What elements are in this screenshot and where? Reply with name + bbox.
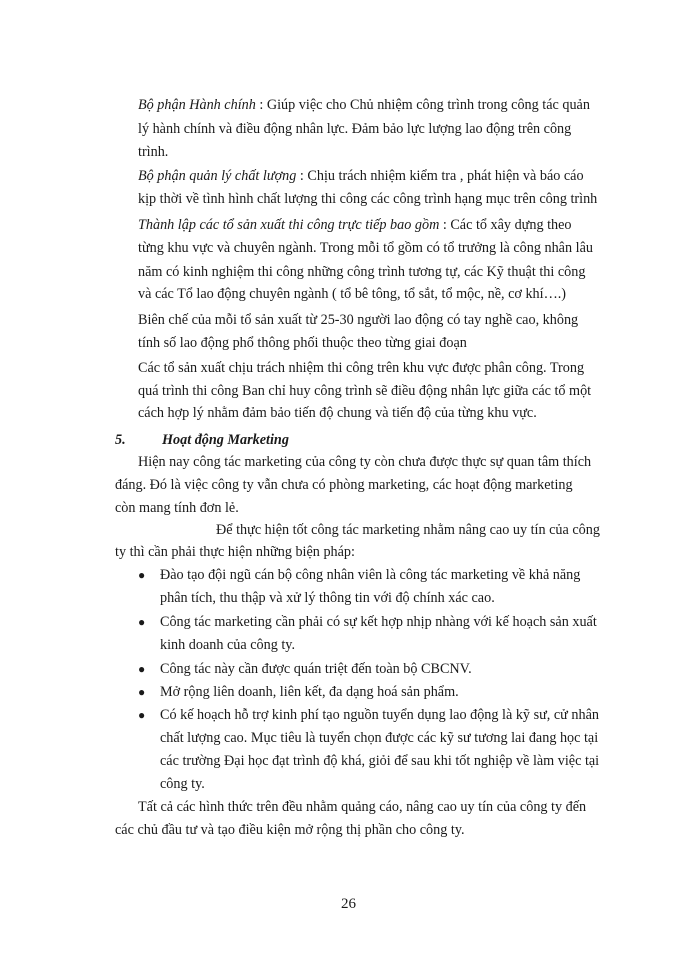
bullet-icon: ● xyxy=(138,685,146,699)
section-number: 5. xyxy=(115,432,126,448)
list-item-line: phân tích, thu thập và xử lý thông tin với độ chính xác cao. xyxy=(160,590,495,606)
paragraph-line: năm có kinh nghiệm thi công những công trình tương tự, các Kỹ thuật thi công xyxy=(138,264,586,280)
paragraph-line: Các tổ sản xuất chịu trách nhiệm thi công trên khu vực được phân công. Trong xyxy=(138,360,585,376)
term-label: Bộ phận Hành chính xyxy=(138,97,256,113)
term-label: Thành lập các tổ sản xuất thi công trực tiếp bao gồm xyxy=(138,217,440,233)
bullet-icon: ● xyxy=(138,615,146,629)
list-item-line: công ty. xyxy=(160,776,205,792)
paragraph-line: ty thì cần phải thực hiện những biện pháp: xyxy=(115,544,355,560)
paragraph-text: : Giúp việc cho Chủ nhiệm công trình trong công tác quản xyxy=(255,97,590,113)
paragraph-line: đáng. Đó là việc công ty vẫn chưa có phòng marketing, các hoạt động marketing xyxy=(115,477,573,493)
list-item-line: Công tác này cần được quán triệt đến toàn bộ CBCNV. xyxy=(160,661,472,677)
bullet-icon: ● xyxy=(138,708,146,722)
section-title: Hoạt động Marketing xyxy=(162,432,289,448)
term-label: Bộ phận quản lý chất lượng xyxy=(138,168,297,184)
paragraph-line: Để thực hiện tốt công tác marketing nhằm nâng cao uy tín của công xyxy=(216,522,600,538)
paragraph-line: trình. xyxy=(138,144,169,160)
paragraph-line: kịp thời về tình hình chất lượng thi công các công trình hạng mục trên công trình xyxy=(138,191,598,207)
paragraph-text: : Các tổ xây dựng theo xyxy=(439,217,572,233)
paragraph-hanh-chinh-line xyxy=(138,95,590,115)
paragraph-chat-luong-line xyxy=(138,166,584,186)
bullet-icon: ● xyxy=(138,568,146,582)
list-item-line: các trường Đại học đạt trình độ khá, giỏi để sau khi tốt nghiệp về làm việc tại xyxy=(160,753,600,769)
paragraph-line: lý hành chính và điều động nhân lực. Đảm bảo lực lượng lao động trên công xyxy=(138,121,572,137)
list-item-line: Đào tạo đội ngũ cán bộ công nhân viên là công tác marketing về khả năng xyxy=(160,567,581,583)
paragraph-line: cách hợp lý nhằm đảm bảo tiến độ chung và tiến độ của từng khu vực. xyxy=(138,405,537,421)
paragraph-to-san-xuat-line xyxy=(138,215,572,235)
list-item-line: chất lượng cao. Mục tiêu là tuyển chọn được các kỹ sư tương lai đang học tại xyxy=(160,730,599,746)
list-item-line: Mở rộng liên doanh, liên kết, đa dạng hoá sản phẩm. xyxy=(160,684,459,700)
paragraph-line: các chủ đầu tư và tạo điều kiện mở rộng thị phần cho công ty. xyxy=(115,822,465,838)
paragraph-line: quá trình thi công Ban chỉ huy công trình sẽ điều động nhân lực giữa các tổ một xyxy=(138,383,592,399)
paragraph-line: Tất cả các hình thức trên đều nhằm quảng cáo, nâng cao uy tín của công ty đến xyxy=(138,799,587,815)
bullet-icon: ● xyxy=(138,662,146,676)
paragraph-text: : Chịu trách nhiệm kiểm tra , phát hiện và báo cáo xyxy=(296,168,584,184)
paragraph-line: còn mang tính đơn lẻ. xyxy=(115,500,239,516)
list-item-line: Công tác marketing cần phải có sự kết hợp nhịp nhàng với kế hoạch sản xuất xyxy=(160,614,597,630)
list-item-line: Có kế hoạch hỗ trợ kinh phí tạo nguồn tuyển dụng lao động là kỹ sư, cử nhân xyxy=(160,707,599,723)
paragraph-line: tính số lao động phổ thông phối thuộc theo từng giai đoạn xyxy=(138,335,467,351)
list-item-line: kinh doanh của công ty. xyxy=(160,637,296,653)
paragraph-line: từng khu vực và chuyên ngành. Trong mỗi tổ gồm có tổ trưởng là công nhân lâu xyxy=(138,240,593,256)
page-number: 26 xyxy=(341,896,356,912)
paragraph-line: Biên chế của mỗi tổ sản xuất từ 25-30 người lao động có tay nghề cao, không xyxy=(138,312,579,328)
paragraph-line: Hiện nay công tác marketing của công ty còn chưa được thực sự quan tâm thích xyxy=(138,454,592,470)
paragraph-line: và các Tổ lao động chuyên ngành ( tổ bê tông, tổ sắt, tổ mộc, nề, cơ khí….) xyxy=(138,286,567,302)
